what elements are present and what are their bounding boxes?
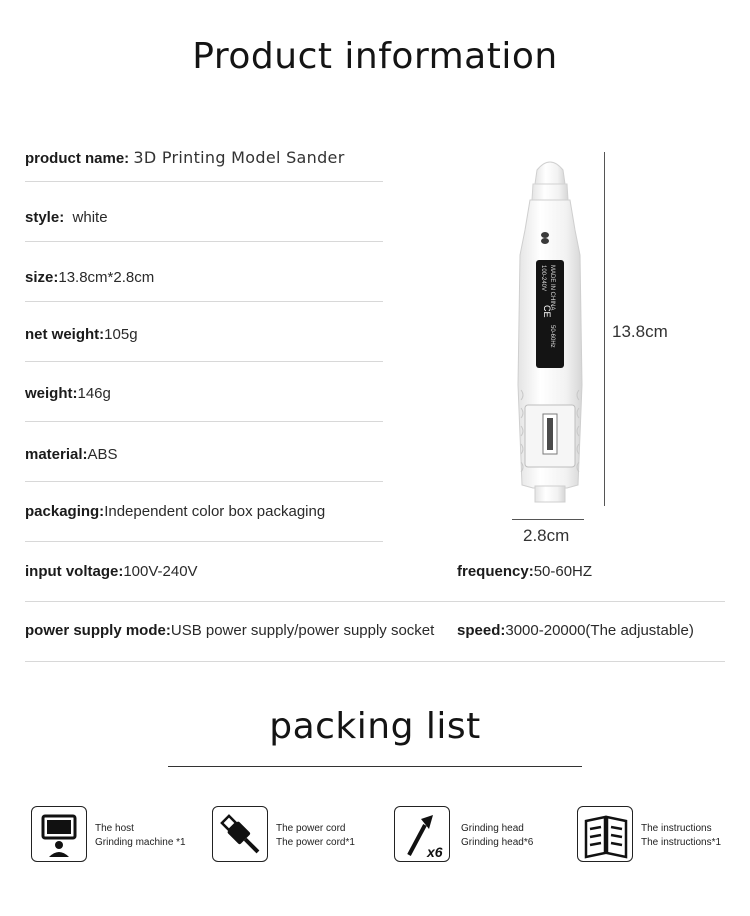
divider	[25, 541, 383, 542]
packing-item-qty: Grinding head*6	[461, 837, 534, 848]
product-sander-image	[505, 150, 595, 510]
width-dimension-line	[512, 519, 584, 520]
packing-item-qty: The power cord*1	[276, 837, 355, 848]
spec-label: power supply mode:	[25, 622, 171, 639]
packing-item-name: Grinding head	[461, 823, 524, 834]
spec-label: style:	[25, 209, 65, 226]
spec-label: weight:	[25, 385, 78, 402]
divider	[25, 361, 383, 362]
spec-label: product name:	[25, 150, 130, 167]
height-dimension-label: 13.8cm	[612, 322, 668, 341]
spec-label: frequency:	[457, 563, 534, 580]
packing-item-qty: The instructions*1	[641, 837, 722, 848]
spec-label: net weight:	[25, 326, 105, 343]
spec-product-name	[25, 148, 345, 169]
spec-speed	[457, 621, 694, 641]
packing-item-qty: Grinding machine *1	[95, 837, 186, 848]
spec-style	[25, 208, 108, 228]
spec-value: 146g	[77, 385, 111, 402]
spec-weight	[25, 384, 111, 404]
packing-item-name: The power cord	[276, 823, 346, 834]
grinding-head-icon	[394, 806, 450, 862]
divider	[25, 481, 383, 482]
spec-packaging	[25, 502, 325, 522]
packing-item-name: The instructions	[641, 823, 712, 834]
svg-text:CE: CE	[542, 305, 552, 318]
spec-size	[25, 268, 154, 288]
packing-item-power-cord	[212, 806, 377, 866]
spec-value: 100V-240V	[123, 563, 198, 580]
spec-value: 3000-20000(The adjustable)	[505, 622, 694, 639]
book-icon	[577, 806, 633, 862]
device-label-voltage: 100-240V	[540, 265, 546, 292]
packing-item-host	[31, 806, 196, 866]
spec-label: packaging:	[25, 503, 105, 520]
packing-item-name: The host	[95, 823, 134, 834]
spec-value: 13.8cm*2.8cm	[58, 269, 155, 286]
spec-value: white	[72, 209, 108, 226]
spec-label: speed:	[457, 622, 506, 639]
spec-net-weight	[25, 325, 138, 345]
spec-value: USB power supply/power supply socket	[170, 622, 435, 639]
spec-label: material:	[25, 446, 88, 463]
divider	[25, 421, 383, 422]
packing-item-grinding-head	[394, 806, 564, 866]
packing-item-instructions	[577, 806, 747, 866]
packing-list-underline	[168, 766, 582, 767]
monitor-person-icon	[31, 806, 87, 862]
usb-plug-icon	[212, 806, 268, 862]
spec-value: Independent color box packaging	[104, 503, 326, 520]
spec-label: size:	[25, 269, 59, 286]
spec-power-supply-mode	[25, 621, 434, 641]
spec-value: 50-60HZ	[533, 563, 593, 580]
packing-list-title: packing list	[269, 706, 481, 747]
spec-input-voltage	[25, 562, 198, 582]
spec-value: 105g	[104, 326, 138, 343]
divider	[25, 661, 725, 662]
device-label-origin: MADE IN CHINA	[549, 265, 555, 311]
width-dimension-label: 2.8cm	[523, 526, 570, 545]
divider	[25, 301, 383, 302]
page-title: Product information	[192, 36, 558, 77]
spec-value: 3D Printing Model Sander	[133, 148, 345, 167]
divider	[25, 181, 383, 182]
quantity-badge: x6	[427, 844, 443, 860]
spec-material	[25, 445, 118, 465]
spec-value: ABS	[87, 446, 118, 463]
device-label-frequency: 50-60Hz	[549, 325, 555, 348]
divider	[25, 241, 383, 242]
divider	[25, 601, 725, 602]
spec-label: input voltage:	[25, 563, 124, 580]
spec-frequency	[457, 562, 592, 582]
height-dimension-line	[604, 152, 605, 506]
